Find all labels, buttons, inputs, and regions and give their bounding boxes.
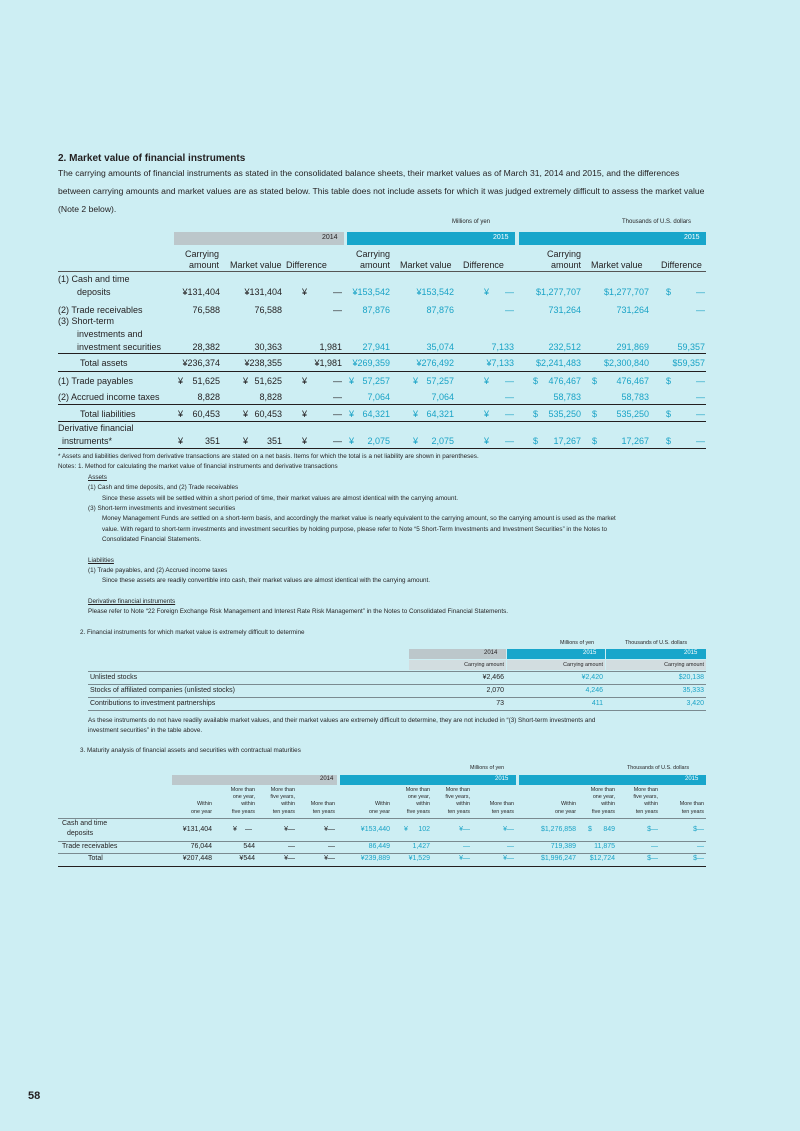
column-header: one year, bbox=[592, 794, 615, 800]
cell: 27,941 bbox=[362, 342, 390, 352]
cell: — bbox=[333, 392, 342, 402]
cell: ¥1,981 bbox=[314, 358, 342, 368]
cell: 291,869 bbox=[616, 342, 649, 352]
column-header: five years, bbox=[270, 794, 295, 800]
cell: ¥— bbox=[324, 855, 335, 862]
column-header: five years, bbox=[445, 794, 470, 800]
cell: 17,267 bbox=[553, 436, 581, 446]
cell: $— bbox=[693, 855, 704, 862]
cell: 7,064 bbox=[367, 392, 390, 402]
cell: ¥239,889 bbox=[360, 855, 390, 862]
col-difference: Difference bbox=[463, 260, 504, 270]
cell: — bbox=[696, 376, 705, 386]
cell: 476,467 bbox=[548, 376, 581, 386]
note-line: Consolidated Financial Statements. bbox=[102, 536, 202, 544]
cell: $ bbox=[533, 436, 539, 446]
cell: ¥276,492 bbox=[416, 358, 454, 368]
row-label: Total bbox=[88, 855, 103, 862]
unit-yen: Millions of yen bbox=[560, 640, 595, 646]
cell: 1,981 bbox=[319, 342, 342, 352]
cell: 76,588 bbox=[192, 305, 220, 315]
column-header: More than bbox=[590, 787, 615, 793]
cell: 35,074 bbox=[426, 342, 454, 352]
cell: 2,075 bbox=[367, 436, 390, 446]
cell: — bbox=[696, 436, 705, 446]
year-2014: 2014 bbox=[320, 776, 334, 782]
cell: — bbox=[696, 287, 705, 297]
year-2015-usd: 2015 bbox=[685, 776, 699, 782]
row-label: deposits bbox=[77, 287, 111, 297]
section-title: 2. Market value of financial instruments bbox=[58, 153, 246, 164]
cell: 7,064 bbox=[431, 392, 454, 402]
cell: 60,453 bbox=[254, 409, 282, 419]
cell: 535,250 bbox=[616, 409, 649, 419]
cell: ¥ bbox=[178, 409, 184, 419]
cell: 535,250 bbox=[548, 409, 581, 419]
cell: 30,363 bbox=[254, 342, 282, 352]
col-carrying: Carrying amount bbox=[563, 662, 603, 668]
col-carrying: Carrying bbox=[355, 249, 390, 259]
cell: — bbox=[333, 436, 342, 446]
cell: ¥— bbox=[324, 826, 335, 833]
cell: 102 bbox=[418, 826, 430, 833]
cell: ¥131,404 bbox=[244, 287, 282, 297]
row-label: Contributions to investment partnerships bbox=[90, 700, 216, 707]
column-header: within bbox=[281, 801, 295, 807]
cell: $20,138 bbox=[678, 674, 704, 681]
cell: 57,257 bbox=[426, 376, 454, 386]
cell: — bbox=[245, 826, 252, 833]
cell: ¥131,404 bbox=[182, 287, 220, 297]
note-line: As these instruments do not have readily available market values, and their market values are extremely difficult to determine, they are not included in “(3) Short-term investments and bbox=[88, 717, 596, 724]
cell: 2,075 bbox=[431, 436, 454, 446]
row-label: (2) Accrued income taxes bbox=[58, 392, 160, 402]
row-label: investment securities bbox=[77, 342, 162, 352]
liabilities-heading: Liabilities bbox=[88, 556, 114, 564]
cell: ¥ bbox=[349, 376, 355, 386]
cell: — bbox=[696, 409, 705, 419]
year-2015-usd: 2015 bbox=[684, 234, 700, 241]
cell: $ bbox=[533, 409, 539, 419]
row-label: deposits bbox=[67, 830, 94, 837]
column-header: one year, bbox=[407, 794, 430, 800]
note-line: (1) Trade payables, and (2) Accrued income taxes bbox=[88, 567, 228, 575]
cell: — bbox=[505, 436, 514, 446]
cell: ¥— bbox=[503, 826, 514, 833]
cell: ¥2,466 bbox=[482, 674, 504, 681]
column-header: More than bbox=[310, 801, 335, 807]
cell: 351 bbox=[204, 436, 220, 446]
cell: $ bbox=[588, 826, 592, 833]
note-line: Money Management Funds are settled on a short-term basis, and accordingly the market value is nearly equivalent to the carrying amount, so the carrying amount is used as the market bbox=[102, 515, 616, 523]
note-line: investment securities” in the table above. bbox=[88, 727, 203, 735]
column-header: Within bbox=[375, 801, 390, 807]
cell: ¥ bbox=[233, 826, 237, 833]
cell: ¥ bbox=[413, 436, 419, 446]
cell: 35,333 bbox=[682, 687, 704, 694]
cell: — bbox=[333, 376, 342, 386]
note-line: (3) Short-term investments and investment securities bbox=[88, 505, 236, 513]
cell: ¥ bbox=[413, 409, 419, 419]
cell: $1,277,707 bbox=[603, 287, 649, 297]
column-header: More than bbox=[230, 787, 255, 793]
column-header: five years bbox=[406, 809, 430, 815]
cell: 76,044 bbox=[190, 843, 212, 850]
column-header: one year bbox=[555, 809, 576, 815]
cell: 1,427 bbox=[412, 843, 430, 850]
cell: ¥— bbox=[459, 855, 470, 862]
cell: 60,453 bbox=[192, 409, 220, 419]
cell: $ bbox=[666, 409, 672, 419]
column-header: one year, bbox=[232, 794, 255, 800]
cell: $ bbox=[592, 436, 598, 446]
col-carrying: Carrying amount bbox=[464, 662, 504, 668]
cell: $ bbox=[666, 376, 672, 386]
column-header: one year bbox=[191, 809, 212, 815]
table2-footnote bbox=[88, 716, 708, 737]
cell: $— bbox=[647, 826, 658, 833]
cell: $ bbox=[666, 287, 672, 297]
assets-heading: Assets bbox=[88, 473, 107, 481]
column-header: More than bbox=[679, 801, 704, 807]
unit-yen: Millions of yen bbox=[470, 765, 505, 771]
cell: — bbox=[463, 843, 470, 850]
col-amount: amount bbox=[359, 260, 390, 270]
column-header: ten years bbox=[491, 809, 514, 815]
cell: $ bbox=[592, 376, 598, 386]
column-header: ten years bbox=[635, 809, 658, 815]
cell: 73 bbox=[496, 700, 504, 707]
cell: ¥544 bbox=[239, 855, 255, 862]
cell: ¥ bbox=[178, 376, 184, 386]
column-header: More than bbox=[405, 787, 430, 793]
cell: $2,241,483 bbox=[535, 358, 581, 368]
col-difference: Difference bbox=[661, 260, 702, 270]
col-carrying: Carrying bbox=[546, 249, 581, 259]
page-number: 58 bbox=[28, 1090, 41, 1102]
year-2014: 2014 bbox=[484, 650, 498, 656]
cell: 51,625 bbox=[254, 376, 282, 386]
cell: ¥ bbox=[243, 409, 249, 419]
cell: 411 bbox=[591, 700, 603, 707]
column-header: More than bbox=[270, 787, 295, 793]
cell: — bbox=[505, 376, 514, 386]
row-label: Unlisted stocks bbox=[90, 674, 138, 681]
cell: ¥ bbox=[243, 436, 249, 446]
column-header: within bbox=[416, 801, 430, 807]
row-label: Total liabilities bbox=[80, 409, 136, 419]
unit-usd: Thousands of U.S. dollars bbox=[627, 765, 690, 771]
column-header: within bbox=[456, 801, 470, 807]
cell: ¥ bbox=[178, 436, 184, 446]
column-header: More than bbox=[489, 801, 514, 807]
cell: — bbox=[333, 305, 342, 315]
cell: ¥ bbox=[349, 436, 355, 446]
cell: 11,875 bbox=[594, 843, 615, 850]
cell: ¥— bbox=[284, 826, 295, 833]
cell: 2,070 bbox=[486, 687, 504, 694]
col-carrying: Carrying amount bbox=[664, 662, 704, 668]
cell: ¥131,404 bbox=[182, 826, 212, 833]
column-header: within bbox=[644, 801, 658, 807]
cell: 7,133 bbox=[491, 342, 514, 352]
year-2015: 2015 bbox=[493, 234, 509, 241]
note-line: (1) Cash and time deposits, and (2) Trade receivables bbox=[88, 484, 239, 492]
column-header: ten years bbox=[272, 809, 295, 815]
intro-paragraph: The carrying amounts of financial instruments as stated in the consolidated balance sheets, their market values as of March 31, 2014 and 2015, and the differences between carrying amounts and market values are as stated below. This table does not include assets for which it was judged extremely difficult to assess the market value (Note 2 below). bbox=[58, 168, 705, 214]
row-label: Stocks of affiliated companies (unlisted stocks) bbox=[90, 687, 235, 694]
row-label: Derivative financial bbox=[58, 423, 134, 433]
row-label: (1) Cash and time bbox=[58, 274, 130, 284]
cell: ¥ bbox=[349, 409, 355, 419]
cell: $59,357 bbox=[672, 358, 705, 368]
cell: 232,512 bbox=[548, 342, 581, 352]
cell: — bbox=[505, 287, 514, 297]
col-market: Market value bbox=[400, 260, 452, 270]
cell: ¥ bbox=[243, 376, 249, 386]
cell: ¥153,440 bbox=[360, 826, 390, 833]
year-2015-usd: 2015 bbox=[684, 650, 698, 656]
cell: 476,467 bbox=[616, 376, 649, 386]
cell: — bbox=[505, 392, 514, 402]
cell: $— bbox=[693, 826, 704, 833]
cell: $1,277,707 bbox=[535, 287, 581, 297]
cell: $12,724 bbox=[589, 855, 615, 862]
cell: 28,382 bbox=[192, 342, 220, 352]
column-header: five years bbox=[231, 809, 255, 815]
cell: ¥207,448 bbox=[182, 855, 212, 862]
cell: 64,321 bbox=[362, 409, 390, 419]
cell: — bbox=[333, 287, 342, 297]
cell: 17,267 bbox=[621, 436, 649, 446]
cell: — bbox=[288, 843, 295, 850]
cell: ¥ bbox=[484, 376, 490, 386]
cell: ¥ bbox=[413, 376, 419, 386]
col-carrying: Carrying bbox=[184, 249, 219, 259]
row-label: investments and bbox=[77, 329, 143, 339]
cell: ¥— bbox=[459, 826, 470, 833]
cell: 58,783 bbox=[621, 392, 649, 402]
col-market: Market value bbox=[591, 260, 643, 270]
cell: 59,357 bbox=[677, 342, 705, 352]
cell: ¥269,359 bbox=[352, 358, 390, 368]
cell: ¥ bbox=[302, 436, 308, 446]
column-header: within bbox=[601, 801, 615, 807]
cell: ¥2,420 bbox=[581, 674, 603, 681]
cell: $— bbox=[647, 855, 658, 862]
cell: 76,588 bbox=[254, 305, 282, 315]
cell: $ bbox=[592, 409, 598, 419]
column-header: one year bbox=[369, 809, 390, 815]
cell: ¥ bbox=[404, 826, 408, 833]
row-label: (1) Trade payables bbox=[58, 376, 134, 386]
cell: $ bbox=[533, 376, 539, 386]
cell: 58,783 bbox=[553, 392, 581, 402]
cell: 3,420 bbox=[686, 700, 704, 707]
row-label: (2) Trade receivables bbox=[58, 305, 143, 315]
cell: 4,246 bbox=[585, 687, 603, 694]
cell: ¥ bbox=[302, 287, 308, 297]
column-header: ten years bbox=[681, 809, 704, 815]
column-header: More than bbox=[445, 787, 470, 793]
cell: 86,449 bbox=[368, 843, 390, 850]
cell: — bbox=[697, 843, 704, 850]
cell: 8,828 bbox=[259, 392, 282, 402]
col-market: Market value bbox=[230, 260, 282, 270]
cell: — bbox=[651, 843, 658, 850]
unit-usd: Thousands of U.S. dollars bbox=[622, 219, 692, 225]
cell: 8,828 bbox=[197, 392, 220, 402]
cell: 731,264 bbox=[548, 305, 581, 315]
cell: $1,276,858 bbox=[540, 826, 576, 833]
column-header: More than bbox=[633, 787, 658, 793]
note-line: Since these assets are readily convertible into cash, their market values are almost identical with the carrying amount. bbox=[102, 577, 430, 585]
cell: ¥— bbox=[503, 855, 514, 862]
year-2015: 2015 bbox=[495, 776, 509, 782]
cell: 87,876 bbox=[426, 305, 454, 315]
cell: ¥ bbox=[484, 436, 490, 446]
cell: — bbox=[505, 409, 514, 419]
cell: ¥ bbox=[302, 376, 308, 386]
cell: — bbox=[696, 392, 705, 402]
cell: ¥153,542 bbox=[352, 287, 390, 297]
column-header: Within bbox=[561, 801, 576, 807]
year-2014: 2014 bbox=[322, 234, 338, 241]
cell: 351 bbox=[266, 436, 282, 446]
cell: 57,257 bbox=[362, 376, 390, 386]
cell: $1,996,247 bbox=[540, 855, 576, 862]
column-header: ten years bbox=[447, 809, 470, 815]
cell: 849 bbox=[603, 826, 615, 833]
column-header: within bbox=[241, 801, 255, 807]
row-label: Cash and time bbox=[62, 820, 108, 827]
note-line: Please refer to Note “22 Foreign Exchange Risk Management and Interest Rate Risk Management” in the Notes to Consolidated Financial Statements. bbox=[88, 608, 509, 616]
notes bbox=[58, 452, 718, 638]
cell: 544 bbox=[243, 843, 255, 850]
note-line: value. With regard to short-term investments and investment securities by holding purpose, please refer to Note “5 Short-Term Investments and Investment Securities” in the Notes to bbox=[102, 525, 608, 533]
cell: $ bbox=[666, 436, 672, 446]
cell: — bbox=[507, 843, 514, 850]
row-label: (3) Short-term bbox=[58, 316, 115, 326]
cell: ¥1,529 bbox=[408, 855, 430, 862]
note-2: 2. Financial instruments for which market value is extremely difficult to determine bbox=[80, 628, 305, 636]
note-1: Notes: 1. Method for calculating the market value of financial instruments and derivative transactions bbox=[58, 463, 338, 471]
note-line: Since these assets will be settled within a short period of time, their market values are almost identical with the carrying amount. bbox=[102, 494, 458, 502]
cell: $2,300,840 bbox=[603, 358, 649, 368]
table3-title: 3. Maturity analysis of financial assets and securities with contractual maturities bbox=[80, 747, 301, 754]
cell: 87,876 bbox=[362, 305, 390, 315]
column-header: Within bbox=[197, 801, 212, 807]
year-2015: 2015 bbox=[583, 650, 597, 656]
cell: ¥238,355 bbox=[244, 358, 282, 368]
cell: 731,264 bbox=[616, 305, 649, 315]
column-header: five years bbox=[591, 809, 615, 815]
cell: ¥153,542 bbox=[416, 287, 454, 297]
col-difference: Difference bbox=[286, 260, 327, 270]
cell: 719,389 bbox=[550, 843, 576, 850]
cell: — bbox=[505, 305, 514, 315]
unit-yen: Millions of yen bbox=[452, 219, 491, 225]
note-asterisk: * Assets and liabilities derived from derivative transactions are stated on a net basis. Items for which the total is a net liability are shown in parentheses. bbox=[58, 453, 479, 460]
cell: ¥— bbox=[284, 855, 295, 862]
unit-usd: Thousands of U.S. dollars bbox=[625, 640, 688, 646]
cell: — bbox=[333, 409, 342, 419]
cell: ¥ bbox=[302, 409, 308, 419]
column-header: five years, bbox=[633, 794, 658, 800]
cell: 64,321 bbox=[426, 409, 454, 419]
cell: ¥236,374 bbox=[182, 358, 220, 368]
cell: ¥ bbox=[484, 287, 490, 297]
column-header: ten years bbox=[312, 809, 335, 815]
cell: ¥7,133 bbox=[486, 358, 514, 368]
cell: — bbox=[696, 305, 705, 315]
cell: — bbox=[328, 843, 335, 850]
col-amount: amount bbox=[550, 260, 581, 270]
col-amount: amount bbox=[188, 260, 219, 270]
row-label: Total assets bbox=[80, 358, 128, 368]
cell: ¥ bbox=[484, 409, 490, 419]
cell: 51,625 bbox=[192, 376, 220, 386]
row-label: Trade receivables bbox=[62, 843, 118, 850]
row-label: instruments* bbox=[62, 436, 113, 446]
derivative-heading: Derivative financial instruments bbox=[88, 597, 176, 605]
